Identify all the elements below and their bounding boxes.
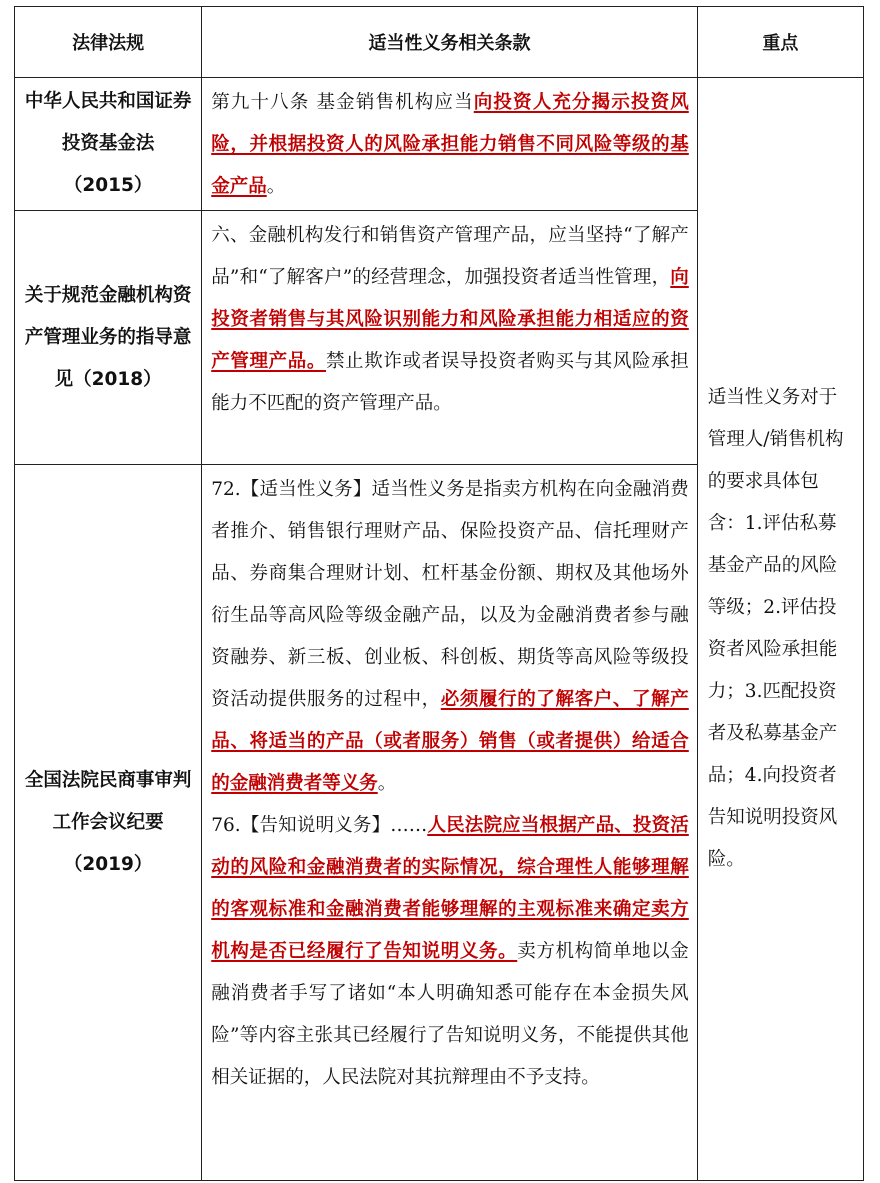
clause-segment: 卖方机构简单地以金融消费者手写了诸如“本人明确知悉可能存在本金损失风险”等内容主张其已经履行了告知说明义务，不能提供其他相关证据的，人民法院对其抗辩理由不予支持。 (211, 941, 689, 1088)
clause-segment: 六、金融机构发行和销售资产管理产品，应当坚持“了解产品”和“了解客户”的经营理念，加强投资者适当性管理， (211, 225, 689, 288)
highlighted-clause-segment: 必须履行的了解客户、了解产品、将适当的产品（或者服务）销售（或者提供）给适合的金融消费者等义务 (211, 689, 689, 794)
law-name: 全国法院民商事审判工作会议纪要（2019） (15, 465, 202, 1181)
header-key-point: 重点 (697, 7, 863, 78)
header-row (15, 7, 864, 78)
key-point-text: 适当性义务对于管理人/销售机构的要求具体包含：1.评估私募基金产品的风险等级；2.评估投资者风险承担能力；3.匹配投资者及私募基金产品；4.向投资者告知说明投资风险。 (697, 78, 863, 1181)
clause-segment: 第九十八条 基金销售机构应当 (211, 92, 474, 113)
clause-segment: 禁止欺诈或者误导投资者购买与其风险承担能力不匹配的资产管理产品。 (211, 351, 689, 414)
clause-segment: 76.【告知说明义务】…… (211, 815, 428, 836)
clause-text (202, 211, 698, 465)
header-law: 法律法规 (15, 7, 202, 78)
law-name: 关于规范金融机构资产管理业务的指导意见（2018） (15, 211, 202, 465)
clause-segment: 。 (377, 773, 397, 794)
table-row (15, 78, 864, 211)
header-clause: 适当性义务相关条款 (202, 7, 698, 78)
highlighted-clause-segment: 人民法院应当根据产品、投资活动的风险和金融消费者的实际情况，综合理性人能够理解的客观标准和金融消费者能够理解的主观标准来确定卖方机构是否已经履行了告知说明义务。 (211, 815, 689, 962)
law-name: 中华人民共和国证券投资基金法（2015） (15, 78, 202, 211)
highlighted-clause-segment: 向投资人充分揭示投资风险，并根据投资人的风险承担能力销售不同风险等级的基金产品 (211, 92, 689, 197)
highlighted-clause-segment: 向投资者销售与其风险识别能力和风险承担能力相适应的资产管理产品。 (211, 267, 689, 372)
clause-text (202, 78, 698, 211)
regulation-table (14, 6, 864, 1181)
clause-segment: 。 (266, 176, 286, 197)
clause-text (202, 465, 698, 1181)
clause-segment: 72.【适当性义务】适当性义务是指卖方机构在向金融消费者推介、销售银行理财产品、保险投资产品、信托理财产品、券商集合理财计划、杠杆基金份额、期权及其他场外衍生品等高风险等级金融产品，以及为金融消费者参与融资融券、新三板、创业板、科创板、期货等高风险等级投资活动提供服务的过程中， (211, 479, 689, 710)
